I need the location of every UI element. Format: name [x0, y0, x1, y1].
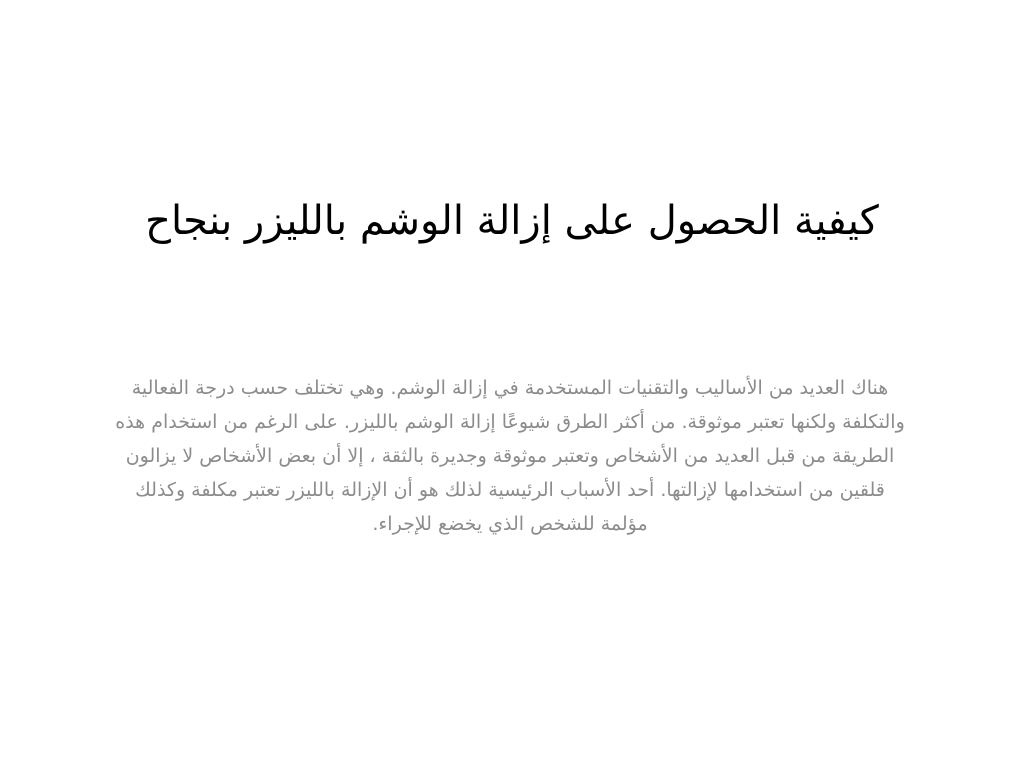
slide-title: كيفية الحصول على إزالة الوشم بالليزر بنجاح — [145, 198, 879, 244]
slide-body-text: هناك العديد من الأساليب والتقنيات المستخدمة في إزالة الوشم. وهي تختلف حسب درجة الفعالية والتكلفة ولكنها تعتبر موثوقة. من أكثر الطرق شيوعًا إزالة الوشم بالليزر. على الرغم من استخدام هذه الطريقة من قبل العديد من الأشخاص وتعتبر موثوقة وجديرة بالثقة ، إلا أن بعض الأشخاص لا يزالون قلقين من استخدامها لإزالتها. أحد الأسباب الرئيسية لذلك هو أن الإزالة بالليزر تعتبر مكلفة وكذلك مؤلمة للشخص الذي يخضع للإجراء. — [115, 377, 905, 535]
